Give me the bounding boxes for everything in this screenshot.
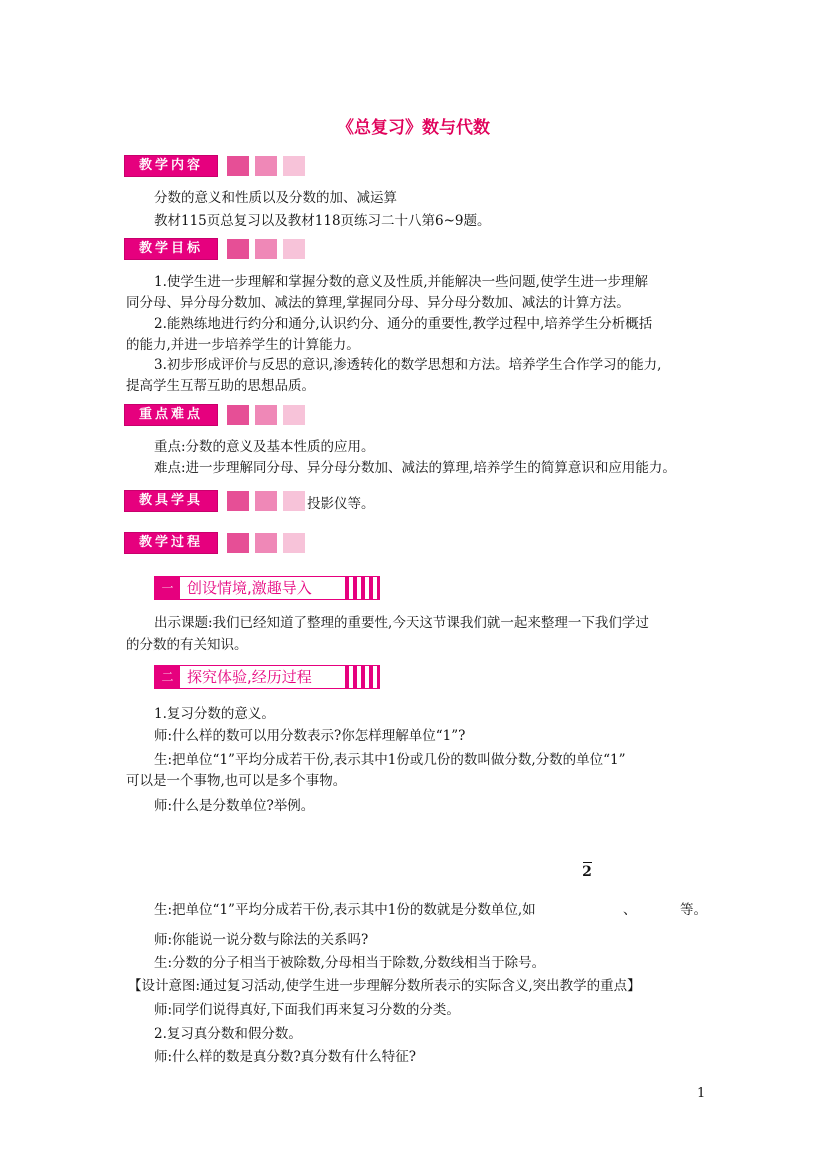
- section-label: 教学目标: [124, 238, 218, 260]
- decor-block: [255, 491, 277, 511]
- key-point-line: 重点:分数的意义及基本性质的应用。: [154, 439, 375, 455]
- decor-block: [283, 533, 305, 553]
- decor-block: [227, 405, 249, 425]
- step2-line: 生:分数的分子相当于被除数,分母相当于除数,分数线相当于除号。: [154, 955, 546, 971]
- step2-line-end: 等。: [680, 902, 707, 918]
- step2-line: 可以是一个事物,也可以是多个事物。: [126, 773, 347, 789]
- section-label: 教学过程: [124, 532, 218, 554]
- page-title: 《总复习》数与代数: [337, 118, 490, 138]
- step-header-2: [154, 665, 380, 689]
- decor-stripes: [345, 577, 379, 599]
- key-point-line: 难点:进一步理解同分母、异分母分数加、减法的算理,培养学生的简算意识和应用能力。: [154, 460, 676, 476]
- step2-line: 师:什么是分数单位?举例。: [154, 798, 315, 814]
- goal-line: 的能力,并进一步培养学生的计算能力。: [126, 337, 360, 353]
- decor-stripes: [345, 666, 379, 688]
- decor-block: [255, 239, 277, 259]
- content-line: 分数的意义和性质以及分数的加、减运算: [154, 190, 397, 206]
- design-intent: 【设计意图:通过复习活动,使学生进一步理解分数所表示的实际含义,突出教学的重点】: [128, 978, 641, 994]
- step2-line: 1.复习分数的意义。: [154, 706, 275, 722]
- step2-line: 2.复习真分数和假分数。: [154, 1026, 302, 1042]
- step1-line: 出示课题:我们已经知道了整理的重要性,今天这节课我们就一起来整理一下我们学过: [154, 615, 649, 631]
- goal-line: 提高学生互帮互助的思想品质。: [126, 378, 315, 394]
- section-label: 教具学具: [124, 490, 218, 512]
- step2-line: 师:什么样的数可以用分数表示?你怎样理解单位“1”?: [154, 728, 466, 744]
- step-title: 探究体验,经历过程: [187, 668, 312, 686]
- step2-line: 师:什么样的数是真分数?真分数有什么特征?: [154, 1049, 417, 1065]
- step2-line: 生:把单位“1”平均分成若干份,表示其中1份或几份的数叫做分数,分数的单位“1”: [154, 752, 626, 768]
- section-label: 重点难点: [124, 404, 218, 426]
- decor-block: [227, 239, 249, 259]
- step2-separator: 、: [623, 902, 637, 918]
- step-number: 一: [155, 577, 180, 599]
- step2-line: 师:同学们说得真好,下面我们再来复习分数的分类。: [154, 1002, 460, 1018]
- decor-block: [255, 405, 277, 425]
- fraction-bar: [583, 862, 592, 863]
- decor-block: [283, 405, 305, 425]
- step1-line: 的分数的有关知识。: [126, 637, 248, 653]
- decor-block: [227, 533, 249, 553]
- decor-block: [283, 491, 305, 511]
- step-title: 创设情境,激趣导入: [187, 579, 312, 597]
- step-number: 二: [155, 666, 180, 688]
- goal-line: 2.能熟练地进行约分和通分,认识约分、通分的重要性,教学过程中,培养学生分析概括: [154, 316, 653, 332]
- decor-block: [283, 239, 305, 259]
- tools-text: 投影仪等。: [307, 496, 375, 512]
- goal-line: 3.初步形成评价与反思的意识,渗透转化的数学思想和方法。培养学生合作学习的能力,: [154, 357, 662, 373]
- content-line: 教材115页总复习以及教材118页练习二十八第6~9题。: [154, 213, 491, 229]
- decor-block: [227, 156, 249, 176]
- decor-block: [255, 156, 277, 176]
- step-header-1: [154, 576, 380, 600]
- step2-line: 师:你能说一说分数与除法的关系吗?: [154, 932, 369, 948]
- page-number: 1: [697, 1086, 706, 1101]
- fraction-fragment: [581, 862, 593, 880]
- goal-line: 1.使学生进一步理解和掌握分数的意义及性质,并能解决一些问题,使学生进一步理解: [154, 274, 648, 290]
- step2-line: 生:把单位“1”平均分成若干份,表示其中1份的数就是分数单位,如: [154, 902, 536, 918]
- fraction-digit: 2: [582, 864, 592, 880]
- decor-block: [255, 533, 277, 553]
- goal-line: 同分母、异分母分数加、减法的算理,掌握同分母、异分母分数加、减法的计算方法。: [126, 295, 630, 311]
- decor-block: [227, 491, 249, 511]
- section-label: 教学内容: [124, 155, 218, 177]
- decor-block: [283, 156, 305, 176]
